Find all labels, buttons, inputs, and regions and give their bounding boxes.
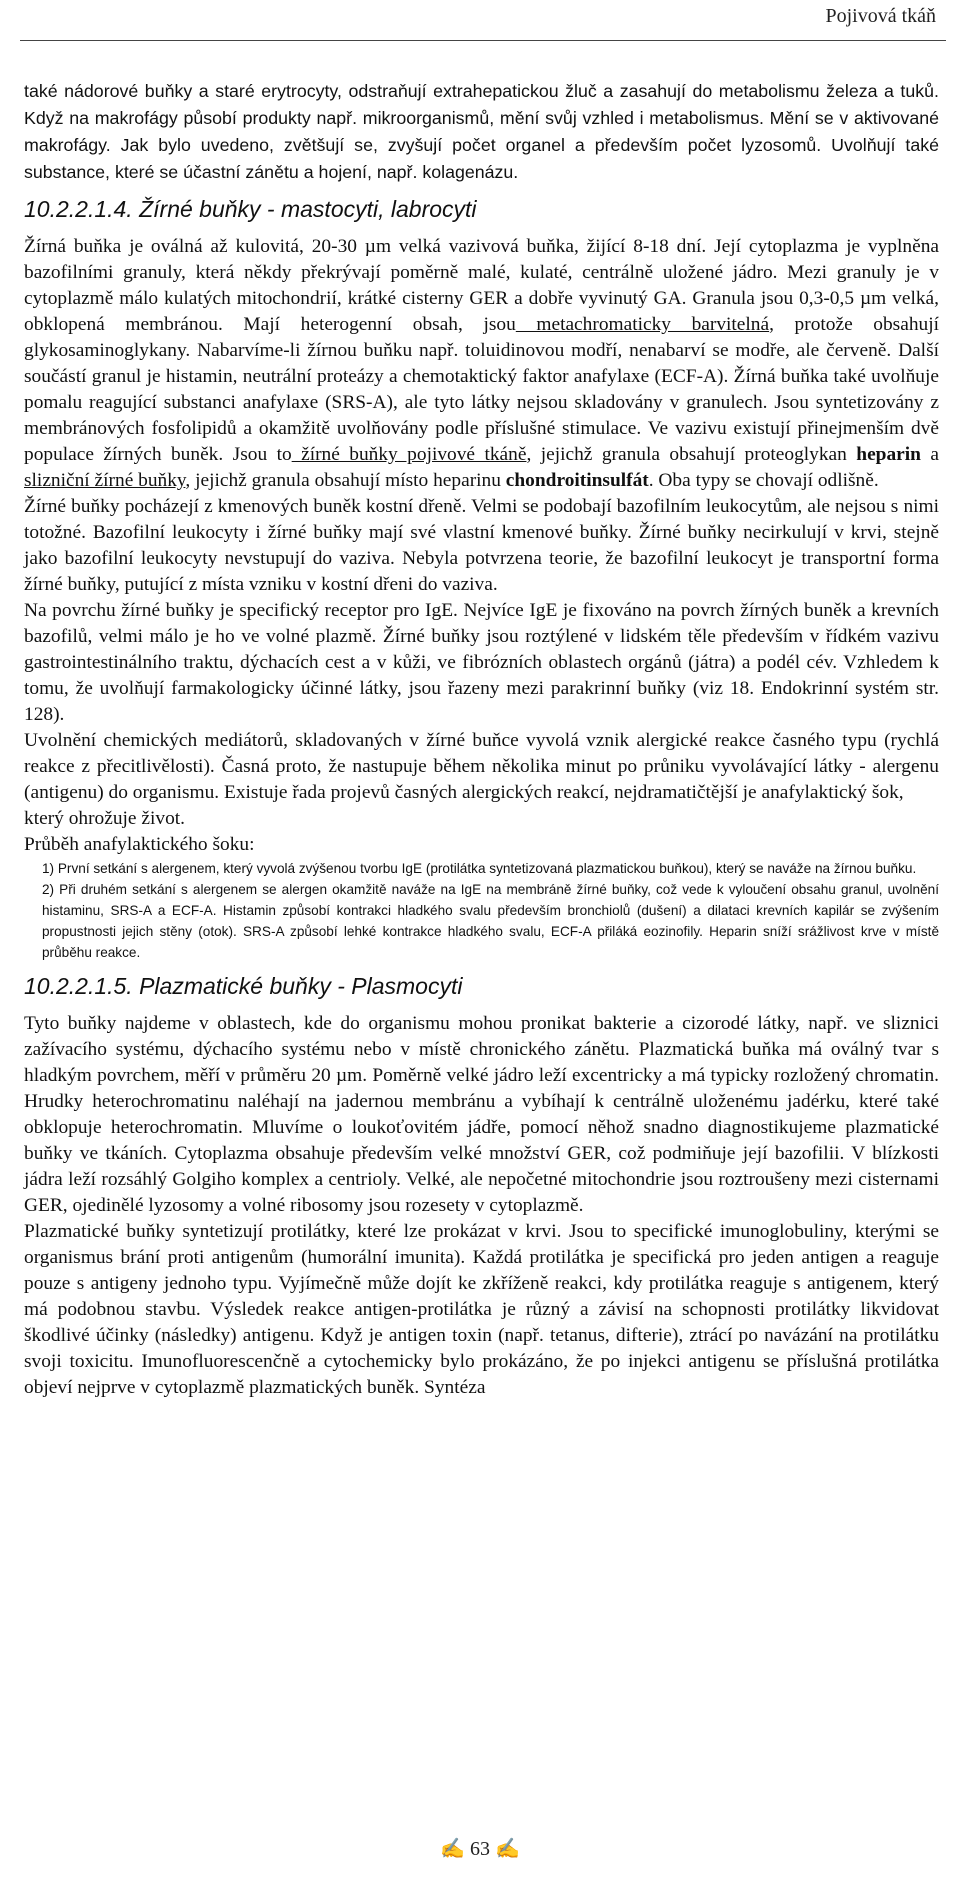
mastocyti-paragraph-2: Žírné buňky pocházejí z kmenových buněk kostní dřeně. Velmi se podobají bazofilním leukocytům, ale nejsou s nimi totožné. Bazofilní leukocyty i žírné buňky mají své vlastní kmenové buňky. Žírné buňky necirkulují v krvi, stejně jako bazofilní leukocyty nevstupují do vaziva. Nebyla potvrzena teorie, že bazofilní leukocyt je transportní forma žírné buňky, putující z místa vzniku v kostní dřeni do vaziva. — [24, 496, 939, 595]
text-run: a — [920, 444, 939, 465]
underlined-term: metachromaticky barvitelná — [515, 314, 770, 335]
page-header — [0, 0, 960, 44]
anaphylaxis-steps — [42, 858, 939, 963]
section-heading-plasmocyti: 10.2.2.1.5. Plazmatické buňky - Plasmocyti — [24, 973, 463, 999]
underlined-term: slizniční žírné buňky — [24, 470, 186, 491]
section-heading-mastocyti: 10.2.2.1.4. Žírné buňky - mastocyti, labrocyti — [24, 196, 477, 222]
mastocyti-paragraph-4: Uvolnění chemických mediátorů, skladovaných v žírné buňce vyvolá vznik alergické reakce časného typu (rychlá reakce z přecitlivělosti). Časná proto, že nastupuje během několika minut po průniku vyvolávající látky - alergenu (antigenu) do organismu. Existuje řada projevů časných alergických reakcí, nejdramatičtější je anafylaktický šok, — [24, 730, 939, 803]
mastocyti-paragraph-3: Na povrchu žírné buňky je specifický receptor pro IgE. Nejvíce IgE je fixováno na povrch žírných buněk a krevních bazofilů, velmi málo je ho ve volné plazmě. Žírné buňky jsou roztýlené v lidském těle především v řídkém vazivu gastrointestinálního traktu, dýchacích cest a v kůži, ve fibrózních oblastech orgánů (játra) a podél cév. Vzhledem k tomu, že uvolňují farmakologicky účinné látky, jsou řazeny mezi parakrinní buňky (viz 18. Endokrinní systém str. 128). — [24, 600, 939, 725]
text-run: , protože obsahují glykosaminoglykany. Nabarvíme-li žírnou buňku např. toluidinovou modří, nenabarví se modře, ale červeně. Další součástí granul je histamin, neutrální proteázy a chemotaktický faktor anafylaxe (ECF-A). Žírná buňka také uvolňuje pomalu reagující substanci anafylaxe (SRS-A), ale tyto látky nejsou skladovány v granulech. Jsou syntetizovány z membránových fosfolipidů a okamžitě uvolňovány podle příslušné stimulace. Ve vazivu existují přinejmenším dvě populace žírných buněk. Jsou to — [24, 314, 939, 465]
text-run: Žírná buňka je oválná až kulovitá, 20-30 µm velká vazivová buňka, žijící 8-18 dní. Její cytoplazma je vyplněna bazofilními granuly, která někdy překrývají poměrně malé, kulaté, centrálně uložené jádro. Mezi granuly je v cytoplazmě málo kulatých mitochondrií, krátké cisterny GER a dobře vyvinutý GA. Granula jsou 0,3-0,5 µm velká, obklopená membránou. Mají heterogenní obsah, jsou — [24, 236, 939, 335]
mastocyti-paragraph-1 — [24, 234, 939, 494]
bold-term: chondroitinsulfát — [500, 470, 649, 491]
text-run: . Oba typy se chovají odlišně. — [648, 470, 879, 491]
intro-paragraph: také nádorové buňky a staré erytrocyty, odstraňují extrahepatickou žluč a zasahují do metabolismu železa a tuků. Když na makrofágy působí produkty např. mikroorganismů, mění svůj vzhled i metabolismus. Mění se v aktivované makrofágy. Jak bylo uvedeno, zvětšují se, zvyšují počet organel a především počet lyzosomů. Uvolňují také substance, které se účastní zánětu a hojení, např. kolagenázu. — [24, 81, 939, 182]
plasmocyti-paragraph-1: Tyto buňky najdeme v oblastech, kde do organismu mohou pronikat bakterie a cizorodé látky, např. ve sliznici zažívacího systému, dýchacího systému nebo v místě chronického zánětu. Plazmatická buňka má oválný tvar s hladkým povrchem, měří v průměru 20 µm. Poměrně velké jádro leží excentricky a má typicky rozložený chromatin. Hrudky heterochromatinu naléhají na jadernou membránu a vybíhají k centrálně uloženému jadérku, které také obklopuje heterochromatin. Mluvíme o loukoťovitém jádře, pomocí něhož snadno diagnostikujeme plazmatické buňky ve tkáních. Cytoplazma obsahuje především velké množství GER, což podmiňuje její bazofilii. V blízkosti jádra leží rozsáhlý Golgiho komplex a centrioly. Velké, ale nepočetné mitochondrie jsou roztroušeny mezi cisternami GER, ojedinělé lyzosomy a volné ribosomy jsou rozesety v cytoplazmě. — [24, 1013, 939, 1216]
writing-hand-icon: ✍ — [495, 1838, 520, 1860]
bold-term: heparin — [846, 444, 921, 465]
page-content — [24, 78, 939, 1401]
header-divider — [20, 40, 946, 41]
writing-hand-icon: ✍ — [440, 1838, 465, 1860]
list-item: 1) První setkání s alergenem, který vyvolá zvýšenou tvorbu IgE (protilátka syntetizovaná plazmatickou buňkou), který se naváže na žírnou buňku. — [42, 861, 917, 876]
running-title: Pojivová tkáň — [825, 5, 936, 27]
list-item: 2) Při druhém setkání s alergenem se alergen okamžitě naváže na IgE na membráně žírné buňky, což vede k vyloučení obsahu granul, uvolnění histaminu, SRS-A a ECF-A. Histamin způsobí kontrakci hladkého svalu především bronchiolů (dušení) a dilataci krevních kapilár se zvýšením propustnosti jejich stěny (otok). SRS-A způsobí lehké kontrakce hladkého svalu, ECF-A přiláká eozinofily. Heparin sníží srážlivost krve v místě průběhu reakce. — [42, 882, 939, 960]
text-run: , jejichž granula obsahují proteoglykan — [526, 444, 847, 465]
page-number: 63 — [470, 1838, 490, 1860]
text-run: , jejichž granula obsahují místo heparinu — [185, 470, 501, 491]
page-footer — [0, 1836, 960, 1861]
underlined-term: žírné buňky pojivové tkáně — [291, 444, 527, 465]
mastocyti-paragraph-4-tail: který ohrožuje život. — [24, 808, 185, 829]
anaphylaxis-subheading: Průběh anafylaktického šoku: — [24, 834, 255, 855]
plasmocyti-paragraph-2: Plazmatické buňky syntetizují protilátky, které lze prokázat v krvi. Jsou to specifické imunoglobuliny, kterými se organismus brání proti antigenům (humorální imunita). Každá protilátka je specifická pro jeden antigen a reaguje pouze s antigeny jednoho typu. Vyjímečně může dojít ke zkříženě reakci, kdy protilátka reaguje s antigenem, který má podobnou stavbu. Výsledek reakce antigen-protilátka je různý a závisí na schopnosti protilátky likvidovat škodlivé účinky (následky) antigenu. Když je antigen toxin (např. tetanus, difterie), ztrácí po navázání na protilátku svoji toxicitu. Imunofluorescenčně a cytochemicky bylo prokázáno, že po injekci antigenu se příslušná protilátka objeví nejprve v cytoplazmě plazmatických buněk. Syntéza — [24, 1221, 939, 1398]
